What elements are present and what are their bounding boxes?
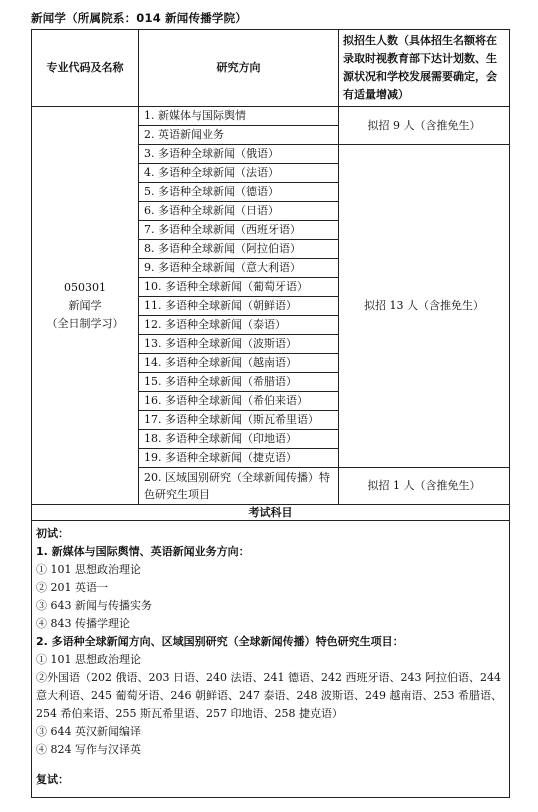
direction-13: 13. 多语种全球新闻（波斯语） [139,335,339,354]
direction-11: 11. 多语种全球新闻（朝鲜语） [139,297,339,316]
direction-8: 8. 多语种全球新闻（阿拉伯语） [139,240,339,259]
direction-18: 18. 多语种全球新闻（印地语） [139,430,339,449]
group2-item-4: ④ 824 写作与汉译英 [36,743,141,756]
admissions-table [31,29,510,798]
direction-3: 3. 多语种全球新闻（俄语） [139,145,339,164]
exam-header: 考试科目 [32,505,510,521]
exam-subjects [32,521,510,798]
major-code: 050301 [64,280,106,294]
group1-item-1: ① 101 思想政治理论 [36,563,141,576]
major-cell [32,107,139,505]
page-title: 新闻学（所属院系：014 新闻传播学院） [31,11,248,25]
group2-item-3: ③ 644 英汉新闻编译 [36,725,141,738]
group1-item-3: ③ 643 新闻与传播实务 [36,599,152,612]
group1-item-2: ② 201 英语一 [36,581,108,594]
major-name: 新闻学 [68,298,102,312]
direction-16: 16. 多语种全球新闻（希伯来语） [139,392,339,411]
group2-item-2: ②外国语（202 俄语、203 日语、240 法语、241 德语、242 西班牙语、243 阿拉伯语、244 意大利语、245 葡萄牙语、246 朝鲜语、247 泰语、248 波斯语、249 越南语、253 希腊语、254 希伯来语、255 斯瓦希里语、257 印地语、258 捷克语） [36,671,502,720]
group1-title: 1. 新媒体与国际舆情、英语新闻业务方向： [36,545,250,558]
direction-7: 7. 多语种全球新闻（西班牙语） [139,221,339,240]
major-mode: （全日制学习） [46,316,124,330]
group2-title: 2. 多语种全球新闻方向、区域国别研究（全球新闻传播）特色研究生项目： [36,635,404,648]
quota-group-1: 拟招 9 人（含推免生） [339,107,510,145]
direction-2: 2. 英语新闻业务 [139,126,339,145]
retest-label: 复试： [36,773,69,786]
direction-4: 4. 多语种全球新闻（法语） [139,164,339,183]
direction-10: 10. 多语种全球新闻（葡萄牙语） [139,278,339,297]
direction-20: 20. 区域国别研究（全球新闻传播）特色研究生项目 [139,468,339,505]
direction-17: 17. 多语种全球新闻（斯瓦希里语） [139,411,339,430]
direction-12: 12. 多语种全球新闻（泰语） [139,316,339,335]
exam-body-row [32,521,510,798]
quota-group-3: 拟招 1 人（含推免生） [339,468,510,505]
spacer [36,759,503,771]
header-quota: 拟招生人数（具体招生名额将在录取时视教育部下达计划数、生源状况和学校发展需要确定，会有适量增减） [339,30,510,107]
group2-item-1: ① 101 思想政治理论 [36,653,141,666]
direction-1: 1. 新媒体与国际舆情 [139,107,339,126]
header-direction: 研究方向 [139,30,339,107]
preliminary-label: 初试： [36,527,69,540]
quota-group-2: 拟招 13 人（含推免生） [339,145,510,468]
group1-item-4: ④ 843 传播学理论 [36,617,130,630]
direction-6: 6. 多语种全球新闻（日语） [139,202,339,221]
table-row [32,107,510,126]
direction-9: 9. 多语种全球新闻（意大利语） [139,259,339,278]
exam-header-row [32,505,510,521]
header-code: 专业代码及名称 [32,30,139,107]
direction-5: 5. 多语种全球新闻（德语） [139,183,339,202]
direction-15: 15. 多语种全球新闻（希腊语） [139,373,339,392]
table-header-row [32,30,510,107]
direction-19: 19. 多语种全球新闻（捷克语） [139,449,339,468]
direction-14: 14. 多语种全球新闻（越南语） [139,354,339,373]
